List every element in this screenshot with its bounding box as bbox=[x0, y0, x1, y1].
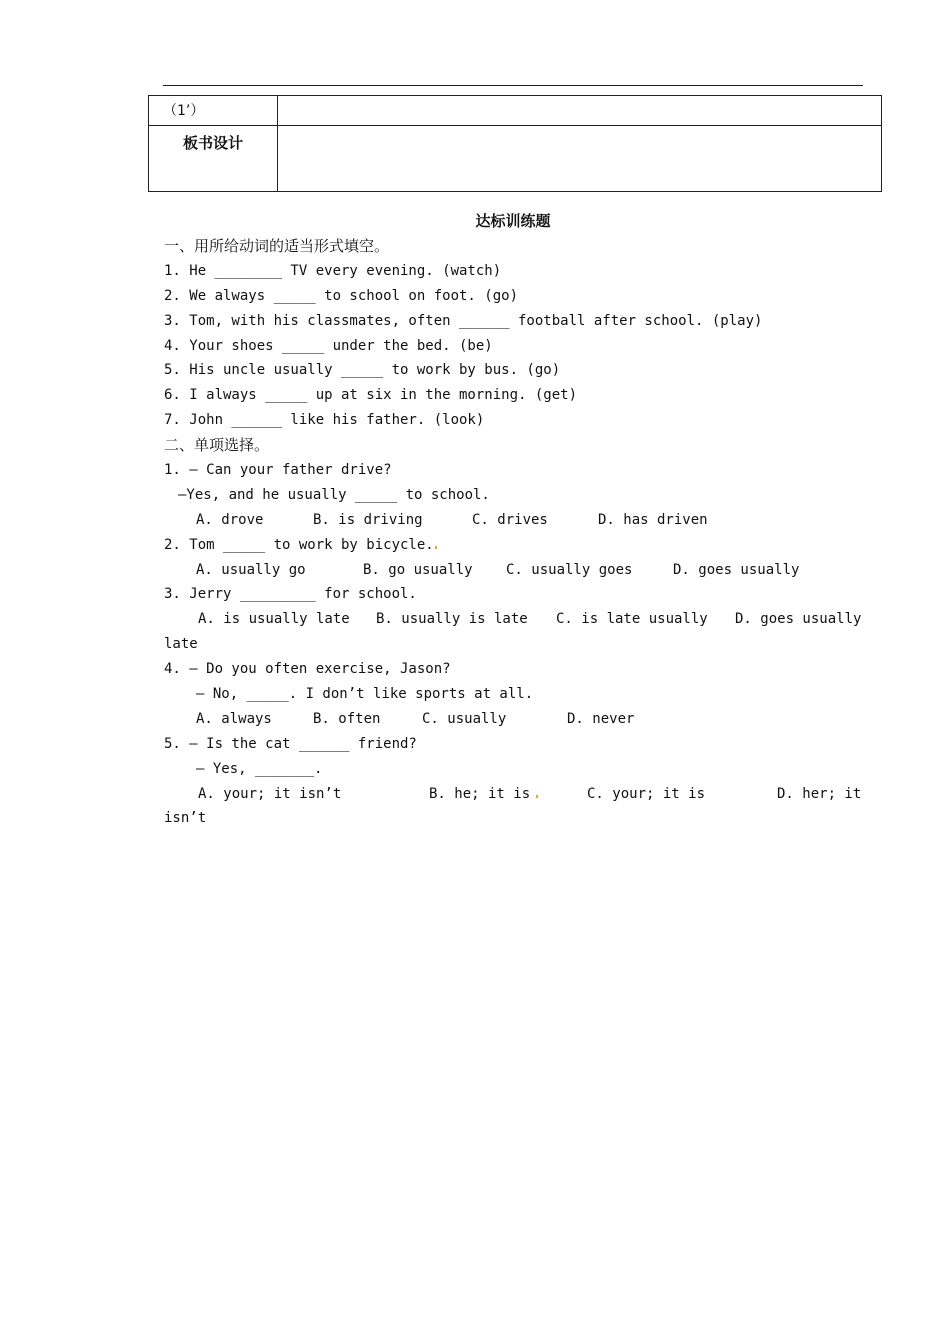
q3-stem: 3. Jerry _________ for school. bbox=[164, 586, 417, 603]
q5-stem2: — Yes, _______. bbox=[196, 760, 323, 777]
q5-option-b-text: B. he; it is bbox=[429, 785, 531, 802]
q3-option-d: D. goes usually bbox=[735, 611, 862, 628]
q5-option-b bbox=[429, 782, 587, 807]
board-design-label: 板书设计 bbox=[182, 134, 243, 152]
q3-option-a: A. is usually late bbox=[198, 611, 350, 628]
section2-heading: 二、单项选择。 bbox=[164, 436, 270, 455]
edit-mark bbox=[536, 795, 538, 798]
q5-option-a: A. your; it isn’t bbox=[198, 785, 342, 802]
time-label: （1’） bbox=[163, 103, 205, 119]
section1-heading: 一、用所给动词的适当形式填空。 bbox=[164, 237, 390, 255]
q1-option-b: B. is driving bbox=[313, 511, 423, 528]
q4-options bbox=[164, 707, 864, 732]
q4-option-b: B. often bbox=[313, 710, 381, 727]
q3-options bbox=[164, 607, 864, 632]
q5-options bbox=[164, 782, 864, 807]
fill-item-5: 5. His uncle usually _____ to work by bus. (go) bbox=[164, 362, 561, 379]
edit-mark bbox=[435, 546, 437, 549]
time-label-cell bbox=[149, 96, 278, 126]
q1-option-c: C. drives bbox=[472, 511, 548, 528]
q2-option-b: B. go usually bbox=[363, 561, 473, 578]
q4-stem: 4. — Do you often exercise, Jason? bbox=[164, 661, 451, 678]
q2-option-c: C. usually goes bbox=[506, 561, 633, 578]
q5-option-d: D. her; it bbox=[777, 785, 862, 802]
q3-option-c: C. is late usually bbox=[556, 611, 708, 628]
board-design-content-cell bbox=[278, 126, 882, 192]
q2-options bbox=[164, 558, 864, 583]
time-content-cell bbox=[278, 96, 882, 126]
fill-item-3: 3. Tom, with his classmates, often ______ football after school. (play) bbox=[164, 312, 763, 329]
q1-stem: 1. — Can your father drive? bbox=[164, 462, 392, 479]
q2-stem bbox=[164, 533, 864, 558]
q4-option-d: D. never bbox=[567, 710, 635, 727]
q4-option-a: A. always bbox=[196, 710, 272, 727]
q3-option-b: B. usually is late bbox=[376, 611, 528, 628]
q4-stem2: — No, _____. I don’t like sports at all. bbox=[196, 686, 534, 703]
header-rule bbox=[163, 85, 863, 86]
exercise-title: 达标训练题 bbox=[475, 212, 551, 230]
q4-option-c: C. usually bbox=[422, 710, 507, 727]
q1-stem2: —Yes, and he usually _____ to school. bbox=[178, 486, 490, 503]
fill-item-6: 6. I always _____ up at six in the morning. (get) bbox=[164, 387, 578, 404]
fill-item-1: 1. He ________ TV every evening. (watch) bbox=[164, 262, 502, 279]
q1-option-d: D. has driven bbox=[598, 511, 708, 528]
q5-option-c: C. your; it is bbox=[587, 785, 706, 802]
board-design-label-cell bbox=[149, 126, 278, 192]
q5-stem: 5. — Is the cat ______ friend? bbox=[164, 735, 417, 752]
q1-option-a: A. drove bbox=[196, 511, 264, 528]
q2-stem-text: 2. Tom _____ to work by bicycle. bbox=[164, 536, 434, 553]
q3-wrap: late bbox=[164, 636, 198, 653]
q2-option-a: A. usually go bbox=[196, 561, 306, 578]
fill-item-7: 7. John ______ like his father. (look) bbox=[164, 412, 485, 429]
fill-item-4: 4. Your shoes _____ under the bed. (be) bbox=[164, 337, 493, 354]
fill-item-2: 2. We always _____ to school on foot. (go) bbox=[164, 287, 519, 304]
lesson-table bbox=[148, 95, 882, 192]
q2-option-d: D. goes usually bbox=[673, 561, 800, 578]
q5-wrap: isn’t bbox=[164, 810, 207, 827]
q1-options bbox=[164, 508, 864, 533]
exercise-content bbox=[164, 234, 864, 831]
